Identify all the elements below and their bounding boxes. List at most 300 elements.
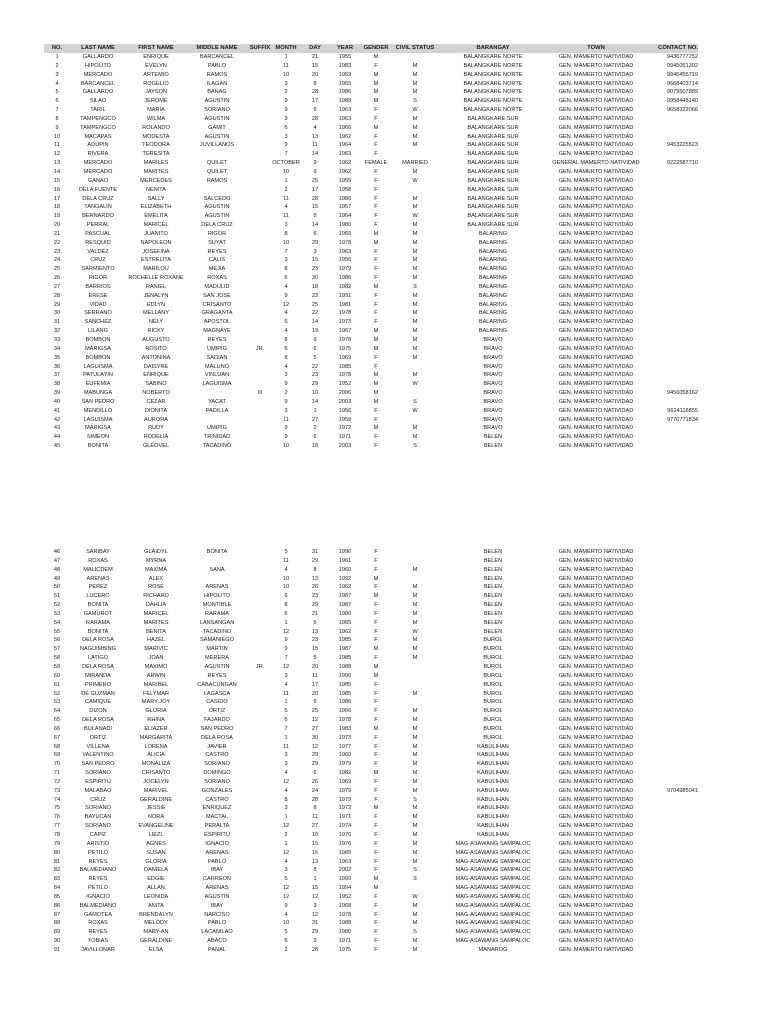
cell-month: 4 bbox=[284, 328, 288, 335]
cell-no: 35 bbox=[53, 354, 61, 361]
cell-last-name: MIRANDA bbox=[85, 672, 111, 679]
cell-last-name: HIPOLITO bbox=[84, 62, 111, 69]
cell-day: 28 bbox=[311, 946, 319, 953]
cell-day: 6 bbox=[313, 345, 317, 352]
cell-year: 1980 bbox=[338, 222, 352, 229]
cell-year: 1986 bbox=[338, 275, 352, 282]
table-row bbox=[44, 292, 698, 301]
cell-contact-no bbox=[644, 248, 698, 257]
cell-civil-status: M bbox=[412, 770, 418, 777]
cell-barangay: BELEN bbox=[483, 549, 503, 555]
cell-first-name: ENRIQUE bbox=[143, 372, 169, 379]
cell-first-name: TEODORA bbox=[142, 142, 170, 149]
cell-town: GEN. MAMERTO NATIVIDAD bbox=[558, 549, 634, 555]
cell-year: 1962 bbox=[338, 160, 352, 167]
cell-gender: M bbox=[373, 876, 379, 883]
cell-last-name: GALLARDO bbox=[82, 54, 114, 60]
cell-town: GEN. MAMERTO NATIVIDAD bbox=[558, 787, 634, 794]
cell-civil-status: M bbox=[412, 832, 418, 838]
cell-town: GEN. MAMERTO NATIVIDAD bbox=[558, 168, 634, 175]
cell-barangay: MAG-ASAWANG SAMPALOC bbox=[455, 929, 531, 936]
table-row bbox=[44, 681, 698, 690]
cell-town: GEN. MAMERTO NATIVIDAD bbox=[558, 177, 634, 184]
cell-barangay: BUROL bbox=[483, 681, 503, 688]
cell-no: 84 bbox=[53, 885, 61, 892]
cell-middle-name: CABACUNGAN bbox=[197, 681, 237, 688]
cell-town: GEN. MAMERTO NATIVIDAD bbox=[558, 133, 634, 140]
cell-no: 25 bbox=[53, 266, 61, 273]
cell-civil-status: S bbox=[413, 796, 417, 803]
table-row bbox=[44, 212, 698, 221]
cell-day: 19 bbox=[311, 328, 319, 335]
cell-middle-name: QUILET bbox=[206, 160, 228, 167]
cell-middle-name: REYES bbox=[207, 672, 227, 679]
cell-civil-status: M bbox=[412, 823, 418, 830]
cell-last-name: GAMOTEA bbox=[84, 911, 112, 918]
cell-year: 1988 bbox=[338, 920, 352, 927]
cell-middle-name: JUVILLANOS bbox=[199, 142, 235, 149]
cell-civil-status: M bbox=[412, 275, 418, 282]
cell-gender: F bbox=[374, 849, 378, 856]
table-row bbox=[44, 150, 698, 159]
cell-last-name: PEREZ bbox=[88, 584, 108, 591]
cell-contact-no bbox=[644, 858, 698, 867]
cell-barangay: BALANGKARE SUR bbox=[467, 186, 519, 193]
cell-month: 3 bbox=[284, 257, 288, 264]
cell-no: 72 bbox=[53, 778, 61, 785]
cell-town: GEN. MAMERTO NATIVIDAD bbox=[558, 434, 634, 441]
table-row bbox=[44, 416, 698, 425]
cell-year: 1981 bbox=[338, 301, 352, 308]
cell-gender: F bbox=[374, 823, 378, 830]
cell-suffix bbox=[248, 946, 272, 955]
cell-no: 43 bbox=[53, 425, 61, 432]
cell-town: GEN. MAMERTO NATIVIDAD bbox=[558, 770, 634, 777]
cell-civil-status: M bbox=[412, 584, 418, 591]
cell-suffix bbox=[248, 380, 272, 389]
cell-first-name: BRENDALYN bbox=[139, 911, 173, 918]
cell-day: 21 bbox=[311, 610, 319, 617]
cell-year: 1975 bbox=[338, 345, 352, 352]
table-row bbox=[44, 866, 698, 875]
cell-gender: F bbox=[374, 434, 378, 441]
table-row bbox=[44, 88, 698, 97]
cell-gender: F bbox=[374, 796, 378, 803]
cell-day: 23 bbox=[311, 292, 319, 299]
cell-day: 14 bbox=[311, 151, 319, 158]
cell-first-name: JOCELYN bbox=[143, 778, 169, 785]
cell-contact-no bbox=[644, 884, 698, 893]
cell-town: GEN. MAMERTO NATIVIDAD bbox=[558, 186, 634, 193]
cell-civil-status: MARRIED bbox=[402, 160, 428, 167]
cell-first-name: ALLAN bbox=[147, 885, 165, 892]
cell-civil-status: M bbox=[412, 195, 418, 202]
table-row bbox=[44, 389, 698, 398]
cell-middle-name: MADULID bbox=[204, 283, 230, 290]
cell-first-name: DIONITA bbox=[144, 407, 168, 414]
cell-last-name: GALLARDO bbox=[82, 89, 114, 96]
cell-year: 1969 bbox=[338, 778, 352, 785]
table-row bbox=[44, 760, 698, 769]
cell-suffix bbox=[248, 672, 272, 681]
cell-barangay: BALANGKARE SUR bbox=[467, 204, 519, 211]
cell-town: GEN. MAMERTO NATIVIDAD bbox=[558, 699, 634, 706]
cell-middle-name: SANA bbox=[209, 566, 225, 573]
cell-barangay: BUROL bbox=[483, 690, 503, 697]
cell-no: 82 bbox=[53, 867, 61, 874]
cell-gender: F bbox=[374, 655, 378, 662]
cell-civil-status: W bbox=[412, 177, 418, 184]
cell-suffix bbox=[248, 433, 272, 442]
cell-contact-no bbox=[644, 937, 698, 946]
cell-barangay: BALANGKARE SUR bbox=[467, 133, 519, 140]
cell-barangay: BELEN bbox=[483, 443, 503, 450]
table-row bbox=[44, 628, 698, 637]
cell-first-name: ARWIN bbox=[146, 672, 166, 679]
cell-day: 29 bbox=[311, 557, 319, 564]
cell-day: 9 bbox=[313, 337, 317, 343]
cell-day: 23 bbox=[311, 637, 319, 644]
cell-last-name: TANGALIN bbox=[84, 204, 112, 211]
cell-barangay: BALANGKARE NORTE bbox=[463, 54, 523, 60]
cell-gender: F bbox=[374, 213, 378, 220]
cell-year: 1975 bbox=[338, 946, 352, 953]
cell-year: 1968 bbox=[338, 902, 352, 909]
cell-middle-name: IBAY bbox=[210, 902, 224, 909]
cell-barangay: KABULIHAN bbox=[477, 805, 509, 812]
cell-gender: F bbox=[374, 195, 378, 202]
cell-town: GEN. MAMERTO NATIVIDAD bbox=[558, 425, 634, 432]
cell-middle-name: MONTIBLE bbox=[202, 602, 232, 609]
cell-first-name: DANIELA bbox=[144, 867, 168, 874]
table-row bbox=[44, 239, 698, 248]
table-row bbox=[44, 610, 698, 619]
cell-last-name: ORTIZ bbox=[89, 734, 107, 741]
cell-no: 61 bbox=[53, 681, 61, 688]
cell-day: 29 bbox=[311, 602, 319, 609]
cell-no: 74 bbox=[53, 796, 61, 803]
cell-barangay: KABULIHAN bbox=[477, 832, 509, 838]
cell-middle-name: TRINIDAD bbox=[203, 434, 231, 441]
cell-year: 1958 bbox=[338, 186, 352, 193]
cell-barangay: MAG-ASAWANG SAMPALOC bbox=[455, 938, 531, 945]
table-row bbox=[44, 424, 698, 433]
cell-first-name: JAYSON bbox=[145, 89, 167, 96]
cell-barangay: BUROL bbox=[483, 672, 503, 679]
cell-town: GEN. MAMERTO NATIVIDAD bbox=[558, 876, 634, 883]
cell-month: 5 bbox=[284, 708, 288, 715]
cell-no: 81 bbox=[53, 858, 61, 865]
cell-civil-status: M bbox=[412, 319, 418, 326]
cell-first-name: MARIVIC bbox=[144, 646, 168, 653]
cell-contact-no: 9668403714 bbox=[666, 80, 698, 87]
cell-suffix bbox=[248, 902, 272, 911]
cell-suffix bbox=[248, 398, 272, 407]
cell-barangay: KABULIHAN bbox=[477, 778, 509, 785]
cell-first-name: WILMA bbox=[146, 115, 166, 122]
cell-barangay: MAG-ASAWANG SAMPALOC bbox=[455, 902, 531, 909]
cell-civil-status: M bbox=[412, 787, 418, 794]
cell-civil-status: W bbox=[412, 213, 418, 220]
table-row bbox=[44, 636, 698, 645]
cell-middle-name: MALUNO bbox=[205, 363, 229, 370]
cell-first-name: ROSE bbox=[148, 584, 164, 591]
cell-suffix bbox=[248, 354, 272, 363]
cell-last-name: SARMIENTO bbox=[81, 266, 115, 273]
cell-no: 34 bbox=[53, 345, 61, 352]
cell-gender: F bbox=[374, 699, 378, 706]
cell-civil-status: M bbox=[412, 566, 418, 573]
cell-civil-status: M bbox=[412, 434, 418, 441]
cell-gender: M bbox=[373, 390, 379, 397]
cell-barangay: MANAROG bbox=[478, 946, 508, 953]
cell-barangay: BELEN bbox=[483, 619, 503, 626]
cell-gender: F bbox=[374, 133, 378, 140]
cell-gender: F bbox=[374, 628, 378, 635]
cell-gender: F bbox=[374, 946, 378, 953]
cell-suffix bbox=[248, 557, 272, 566]
cell-contact-no bbox=[644, 424, 698, 433]
cell-gender: F bbox=[374, 248, 378, 255]
cell-first-name: ROSITO bbox=[145, 345, 167, 352]
cell-suffix bbox=[248, 177, 272, 186]
cell-contact-no bbox=[644, 221, 698, 230]
cell-day: 8 bbox=[313, 867, 317, 874]
cell-last-name: MALABAO bbox=[84, 787, 112, 794]
cell-suffix bbox=[248, 875, 272, 884]
cell-last-name: SERRANO bbox=[84, 310, 112, 317]
cell-gender: F bbox=[374, 177, 378, 184]
cell-suffix bbox=[248, 769, 272, 778]
cell-middle-name bbox=[186, 150, 248, 159]
cell-last-name: RIGOR bbox=[88, 275, 108, 282]
cell-suffix bbox=[248, 124, 272, 133]
cell-first-name: MARITES bbox=[143, 168, 169, 175]
cell-day: 18 bbox=[311, 283, 319, 290]
table-row bbox=[44, 743, 698, 752]
table-row bbox=[44, 583, 698, 592]
cell-year: 1985 bbox=[338, 681, 352, 688]
cell-civil-status: S bbox=[413, 443, 417, 450]
cell-no: 59 bbox=[53, 663, 61, 670]
cell-last-name: MERCADO bbox=[83, 168, 113, 175]
cell-civil-status: S bbox=[413, 929, 417, 936]
cell-contact-no bbox=[644, 239, 698, 248]
cell-no: 1 bbox=[55, 54, 59, 60]
cell-town: GEN. MAMERTO NATIVIDAD bbox=[558, 858, 634, 865]
cell-first-name: MERCEDES bbox=[140, 177, 172, 184]
cell-suffix bbox=[248, 292, 272, 301]
cell-middle-name: SUYAT bbox=[208, 239, 226, 246]
cell-first-name: LORENA bbox=[144, 743, 168, 750]
cell-last-name: BARRIOS bbox=[85, 283, 111, 290]
column-header-first-name: FIRST NAME bbox=[138, 45, 174, 51]
cell-last-name: PERRAL bbox=[86, 222, 110, 229]
cell-year: 1965 bbox=[338, 849, 352, 856]
cell-town: GEN. MAMERTO NATIVIDAD bbox=[558, 602, 634, 609]
cell-first-name: MODESTA bbox=[142, 133, 170, 140]
cell-middle-name: AGUSTIN bbox=[204, 204, 230, 211]
cell-first-name: AGNES bbox=[146, 840, 166, 847]
cell-civil-status bbox=[392, 363, 438, 372]
cell-last-name: LATIGO bbox=[87, 655, 109, 662]
cell-middle-name bbox=[186, 416, 248, 425]
cell-town: GEN. MAMERTO NATIVIDAD bbox=[558, 230, 634, 237]
cell-first-name: BENITA bbox=[146, 628, 166, 635]
table-row bbox=[44, 690, 698, 699]
cell-first-name: EVELYN bbox=[145, 62, 167, 69]
cell-gender: F bbox=[374, 354, 378, 361]
cell-contact-no bbox=[644, 619, 698, 628]
cell-year: 1963 bbox=[338, 151, 352, 158]
cell-year: 1957 bbox=[338, 204, 352, 211]
cell-last-name: DE GUZMAN bbox=[81, 690, 115, 697]
table-row bbox=[44, 442, 698, 451]
cell-town: GEN. MAMERTO NATIVIDAD bbox=[558, 823, 634, 830]
cell-year: 1988 bbox=[338, 663, 352, 670]
cell-town: GEN. MAMERTO NATIVIDAD bbox=[558, 54, 634, 60]
cell-town: GEN. MAMERTO NATIVIDAD bbox=[558, 337, 634, 343]
column-header-suffix: SUFFIX bbox=[249, 45, 271, 51]
cell-month: 5 bbox=[284, 319, 288, 326]
table-row bbox=[44, 265, 698, 274]
cell-middle-name: DELA CRUZ bbox=[201, 222, 233, 229]
cell-contact-no bbox=[644, 212, 698, 221]
cell-year: 1962 bbox=[338, 628, 352, 635]
cell-middle-name: ILAGAN bbox=[206, 80, 228, 87]
cell-civil-status: M bbox=[412, 920, 418, 927]
cell-civil-status: W bbox=[412, 893, 418, 900]
cell-first-name: GLORIA bbox=[145, 858, 167, 865]
cell-no: 33 bbox=[53, 337, 61, 343]
cell-suffix bbox=[248, 150, 272, 159]
column-header-gender: GENDER bbox=[363, 45, 389, 51]
cell-town: GEN. MAMERTO NATIVIDAD bbox=[558, 832, 634, 838]
cell-suffix bbox=[248, 937, 272, 946]
cell-month: 10 bbox=[282, 239, 290, 246]
cell-no: 17 bbox=[53, 195, 61, 202]
cell-suffix: JR. bbox=[255, 663, 265, 670]
cell-day: 5 bbox=[313, 655, 317, 662]
cell-month: 5 bbox=[284, 929, 288, 936]
cell-day: 29 bbox=[311, 929, 319, 936]
cell-month: 10 bbox=[282, 584, 290, 591]
cell-middle-name: APOSTOL bbox=[203, 319, 231, 326]
cell-last-name: SAN PEDRO bbox=[81, 398, 115, 405]
cell-town: GEN. MAMERTO NATIVIDAD bbox=[558, 805, 634, 812]
cell-barangay: BELEN bbox=[483, 566, 503, 573]
cell-gender: M bbox=[373, 239, 379, 246]
cell-town: GEN. MAMERTO NATIVIDAD bbox=[558, 363, 634, 370]
cell-gender: F bbox=[374, 257, 378, 264]
cell-year: 1952 bbox=[338, 893, 352, 900]
cell-middle-name: DOMINGO bbox=[203, 770, 231, 777]
table-row bbox=[44, 911, 698, 920]
table-row bbox=[44, 840, 698, 849]
cell-gender: M bbox=[373, 89, 379, 96]
cell-contact-no bbox=[644, 566, 698, 575]
table-row bbox=[44, 716, 698, 725]
cell-day: 6 bbox=[313, 107, 317, 114]
cell-month: 6 bbox=[284, 124, 288, 131]
cell-month: 12 bbox=[282, 823, 290, 830]
cell-civil-status: M bbox=[412, 637, 418, 644]
cell-month: 8 bbox=[284, 602, 288, 609]
cell-middle-name: SALCEDO bbox=[203, 195, 231, 202]
cell-town: GEN. MAMERTO NATIVIDAD bbox=[558, 124, 634, 131]
cell-contact-no bbox=[644, 813, 698, 822]
cell-last-name: BERNARDO bbox=[82, 213, 114, 220]
cell-first-name: MARY JOY bbox=[141, 699, 171, 706]
cell-suffix bbox=[248, 416, 272, 425]
cell-gender: F bbox=[374, 557, 378, 564]
cell-town: GEN. MAMERTO NATIVIDAD bbox=[558, 593, 634, 600]
cell-civil-status: M bbox=[412, 734, 418, 741]
cell-year: 1971 bbox=[338, 434, 352, 441]
cell-no: 60 bbox=[53, 672, 61, 679]
cell-suffix: III bbox=[257, 390, 263, 397]
cell-year: 1962 bbox=[338, 584, 352, 591]
cell-year: 1965 bbox=[338, 80, 352, 87]
cell-barangay: BRAVO bbox=[483, 398, 503, 405]
cell-last-name: ESPIRITU bbox=[85, 778, 111, 785]
cell-year: 1960 bbox=[338, 752, 352, 759]
cell-no: 5 bbox=[55, 89, 59, 96]
cell-suffix bbox=[248, 645, 272, 654]
cell-month: 9 bbox=[284, 107, 288, 114]
cell-suffix bbox=[248, 230, 272, 239]
cell-first-name: SALLY bbox=[147, 195, 165, 202]
cell-last-name: GAMUROT bbox=[83, 610, 113, 617]
cell-first-name: GLORIA bbox=[145, 708, 167, 715]
cell-gender: F bbox=[374, 416, 378, 423]
cell-no: 65 bbox=[53, 717, 61, 724]
cell-contact-no bbox=[644, 804, 698, 813]
cell-gender: M bbox=[373, 345, 379, 352]
cell-gender: F bbox=[374, 319, 378, 326]
cell-suffix bbox=[248, 283, 272, 292]
cell-town: GEN. MAMERTO NATIVIDAD bbox=[558, 672, 634, 679]
cell-civil-status: M bbox=[412, 168, 418, 175]
cell-suffix bbox=[248, 195, 272, 204]
cell-town: GEN. MAMERTO NATIVIDAD bbox=[558, 814, 634, 821]
cell-month: 6 bbox=[284, 275, 288, 282]
cell-barangay: MAG-ASAWANG SAMPALOC bbox=[455, 920, 531, 927]
cell-last-name: MERCADO bbox=[83, 160, 113, 167]
cell-suffix bbox=[248, 71, 272, 80]
cell-contact-no bbox=[644, 336, 698, 345]
cell-town: GEN. MAMERTO NATIVIDAD bbox=[558, 407, 634, 414]
cell-contact-no bbox=[644, 716, 698, 725]
cell-gender: M bbox=[373, 646, 379, 653]
cell-first-name: MARGARITA bbox=[139, 734, 173, 741]
cell-middle-name: YACAT bbox=[208, 398, 226, 405]
cell-day: 20 bbox=[311, 663, 319, 670]
cell-barangay: MAG-ASAWANG SAMPALOC bbox=[455, 867, 531, 874]
cell-civil-status: M bbox=[412, 89, 418, 96]
cell-no: 62 bbox=[53, 690, 61, 697]
cell-year: 1972 bbox=[338, 805, 352, 812]
table-row bbox=[44, 53, 698, 62]
cell-last-name: SORIANO bbox=[85, 805, 111, 812]
cell-middle-name: RAMOS bbox=[206, 177, 228, 184]
cell-year: 1979 bbox=[338, 796, 352, 803]
cell-middle-name: FAJARDO bbox=[204, 717, 230, 724]
cell-last-name: ERESE bbox=[88, 292, 108, 299]
column-header-barangay: BARANGAY bbox=[476, 45, 510, 51]
cell-barangay: BALANGKARE SUR bbox=[467, 151, 519, 158]
cell-month: 9 bbox=[284, 142, 288, 149]
